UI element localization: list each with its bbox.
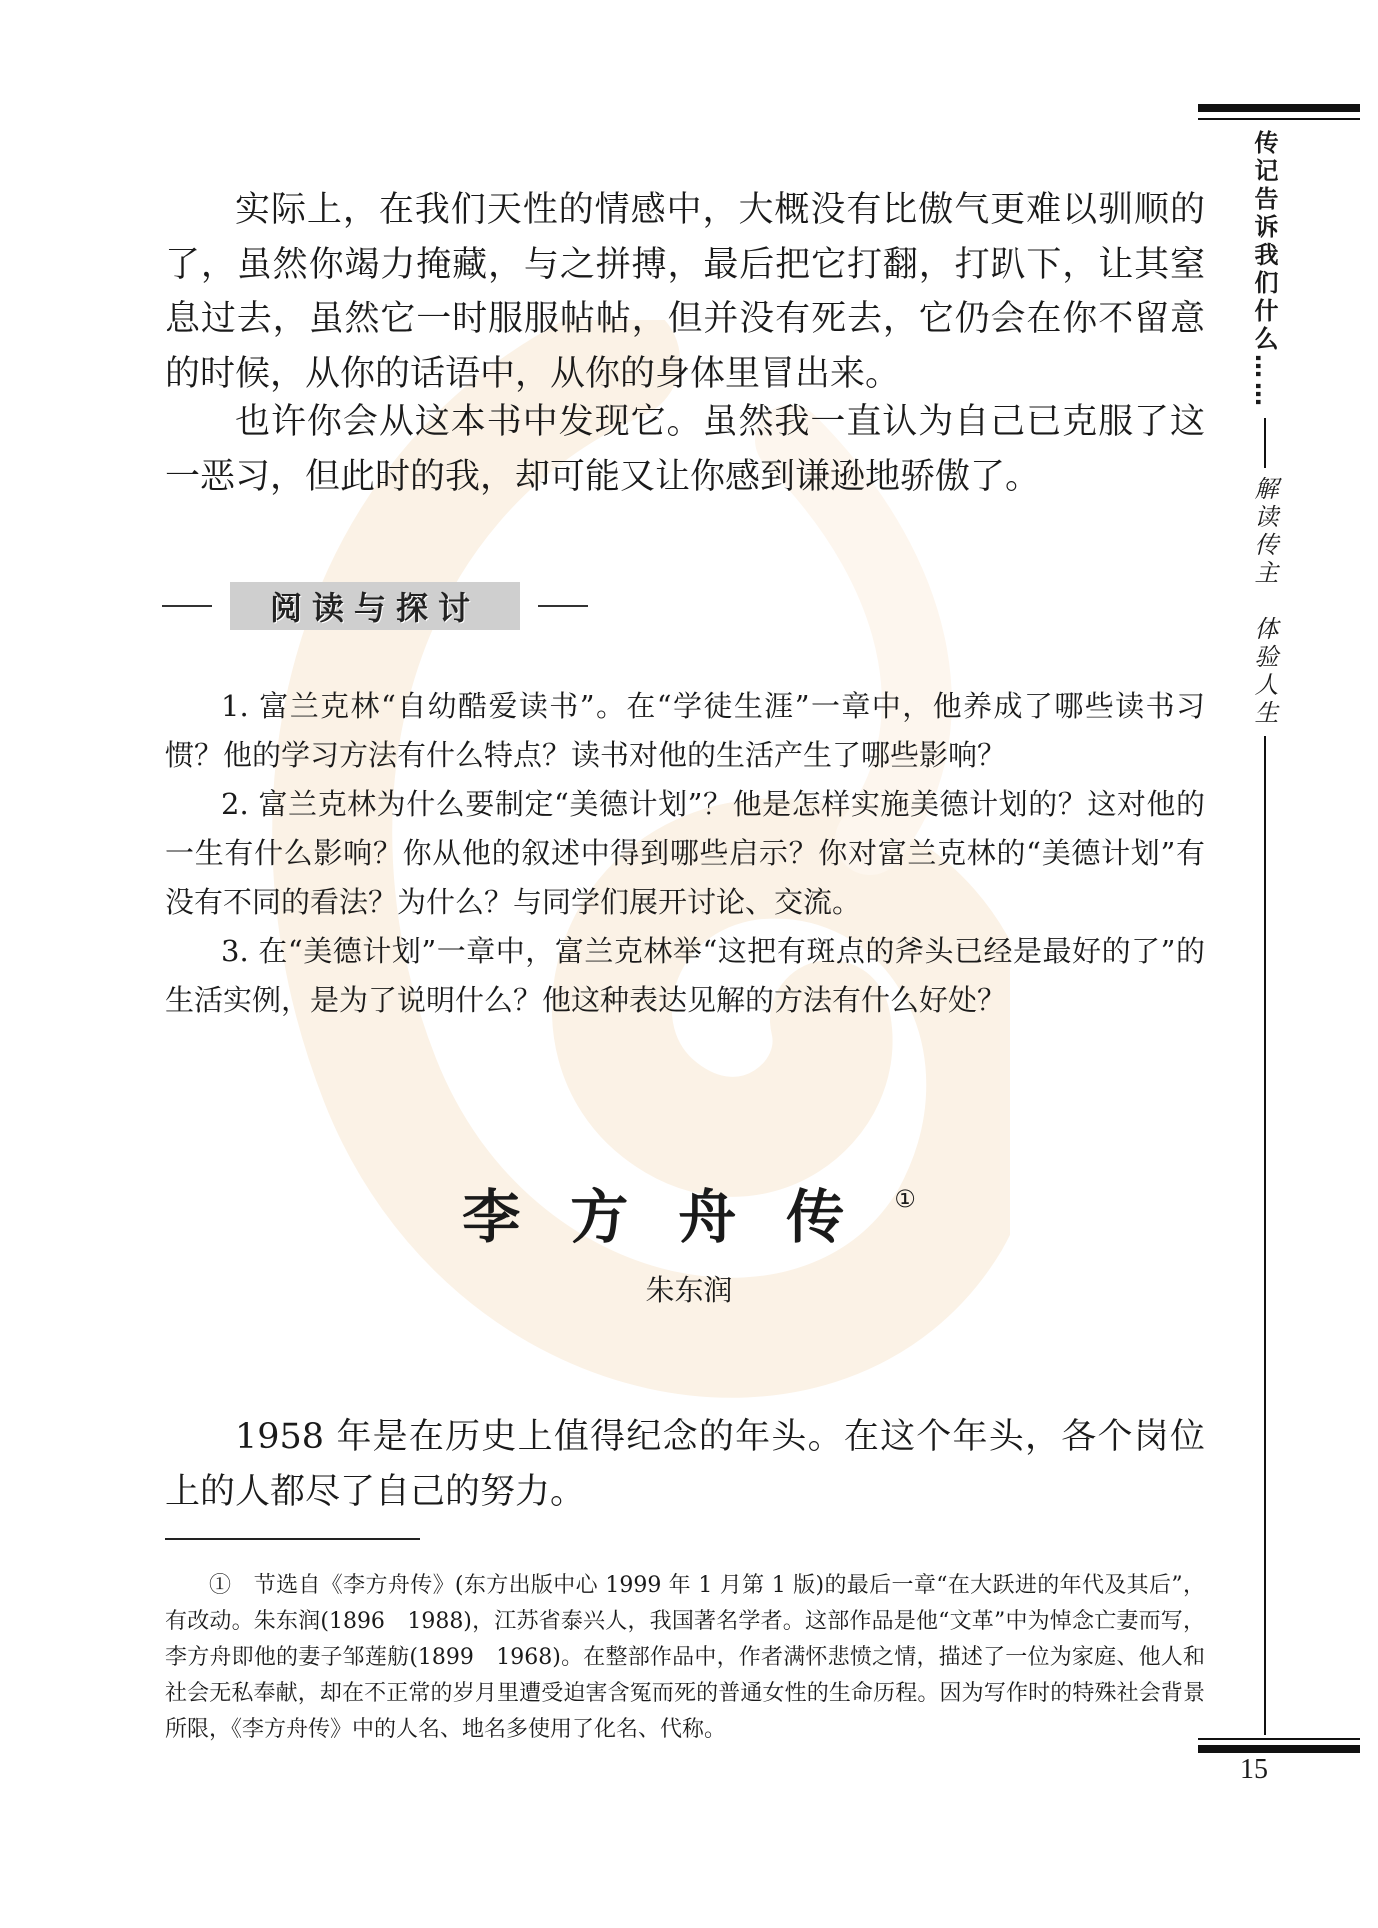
article-author: 朱东润 (645, 1273, 733, 1307)
footnote-marker: ① (894, 1185, 916, 1213)
question-1: 1. 富兰克林“自幼酷爱读书”。在“学徒生涯”一章中，他养成了哪些读书习惯？他的学习方法有什么特点？读书对他的生活产生了哪些影响？ (165, 689, 1205, 772)
page-number: 15 (1240, 1754, 1268, 1785)
footnote-rule (165, 1538, 420, 1540)
section-title: 阅读与探讨 (230, 582, 520, 630)
header-rule-thick (1198, 104, 1360, 112)
section-header (162, 582, 588, 630)
body-paragraph-1: 实际上，在我们天性的情感中，大概没有比傲气更难以驯顺的了，虽然你竭力掩藏，与之拼搏，最后把它打翻，打趴下，让其窒息过去，虽然它一时服服帖帖，但并没有死去，它仍会在你不留意的时候，从你的话语中，从你的身体里冒出来。 (165, 190, 1205, 394)
footer-rule-thin (1198, 1738, 1360, 1740)
running-header-divider (1264, 418, 1266, 468)
running-header (1247, 130, 1282, 1735)
footer-rule-thick (1198, 1745, 1360, 1753)
running-header-title: 传记告诉我们什么…… (1250, 130, 1278, 410)
article-opening: 1958 年是在历史上值得纪念的年头。在这个年头，各个岗位上的人都尽了自己的努力。 (165, 1417, 1205, 1512)
question-2: 2. 富兰克林为什么要制定“美德计划”？他是怎样实施美德计划的？这对他的一生有什么影响？你从他的叙述中得到哪些启示？你对富兰克林的“美德计划”有没有不同的看法？为什么？与同学们展开讨论、交流。 (165, 787, 1205, 919)
section-header-line-left (162, 605, 212, 607)
article-title-text: 李方舟传 (462, 1183, 895, 1251)
section-header-line-right (538, 605, 588, 607)
running-header-subtitle: 解读传主 体验人生 (1250, 476, 1278, 728)
question-3: 3. 在“美德计划”一章中，富兰克林举“这把有斑点的斧头已经是最好的了”的生活实例，是为了说明什么？他这种表达见解的方法有什么好处？ (165, 934, 1205, 1017)
body-paragraph-2: 也许你会从这本书中发现它。虽然我一直认为自己已克服了这一恶习，但此时的我，却可能又让你感到谦逊地骄傲了。 (165, 402, 1205, 497)
footnote: ① 节选自《李方舟传》(东方出版中心 1999 年 1 月第 1 版)的最后一章“在大跃进的年代及其后”，有改动。朱东润(1896 1988)，江苏省泰兴人，我国著名学者。这部作品是他“文革”中为悼念亡妻而写，李方舟即他的妻子邹莲舫(1899 1968)。在整部作品中，作者满怀悲愤之情，描述了一位为家庭、他人和社会无私奉献，却在不正常的岁月里遭受迫害含冤而死的普通女性的生命历程。因为写作时的特殊社会背景所限，《李方舟传》中的人名、地名多使用了化名、代称。 (165, 1573, 1205, 1742)
header-rule-thin (1198, 118, 1360, 120)
article-title (0, 1170, 1378, 1254)
